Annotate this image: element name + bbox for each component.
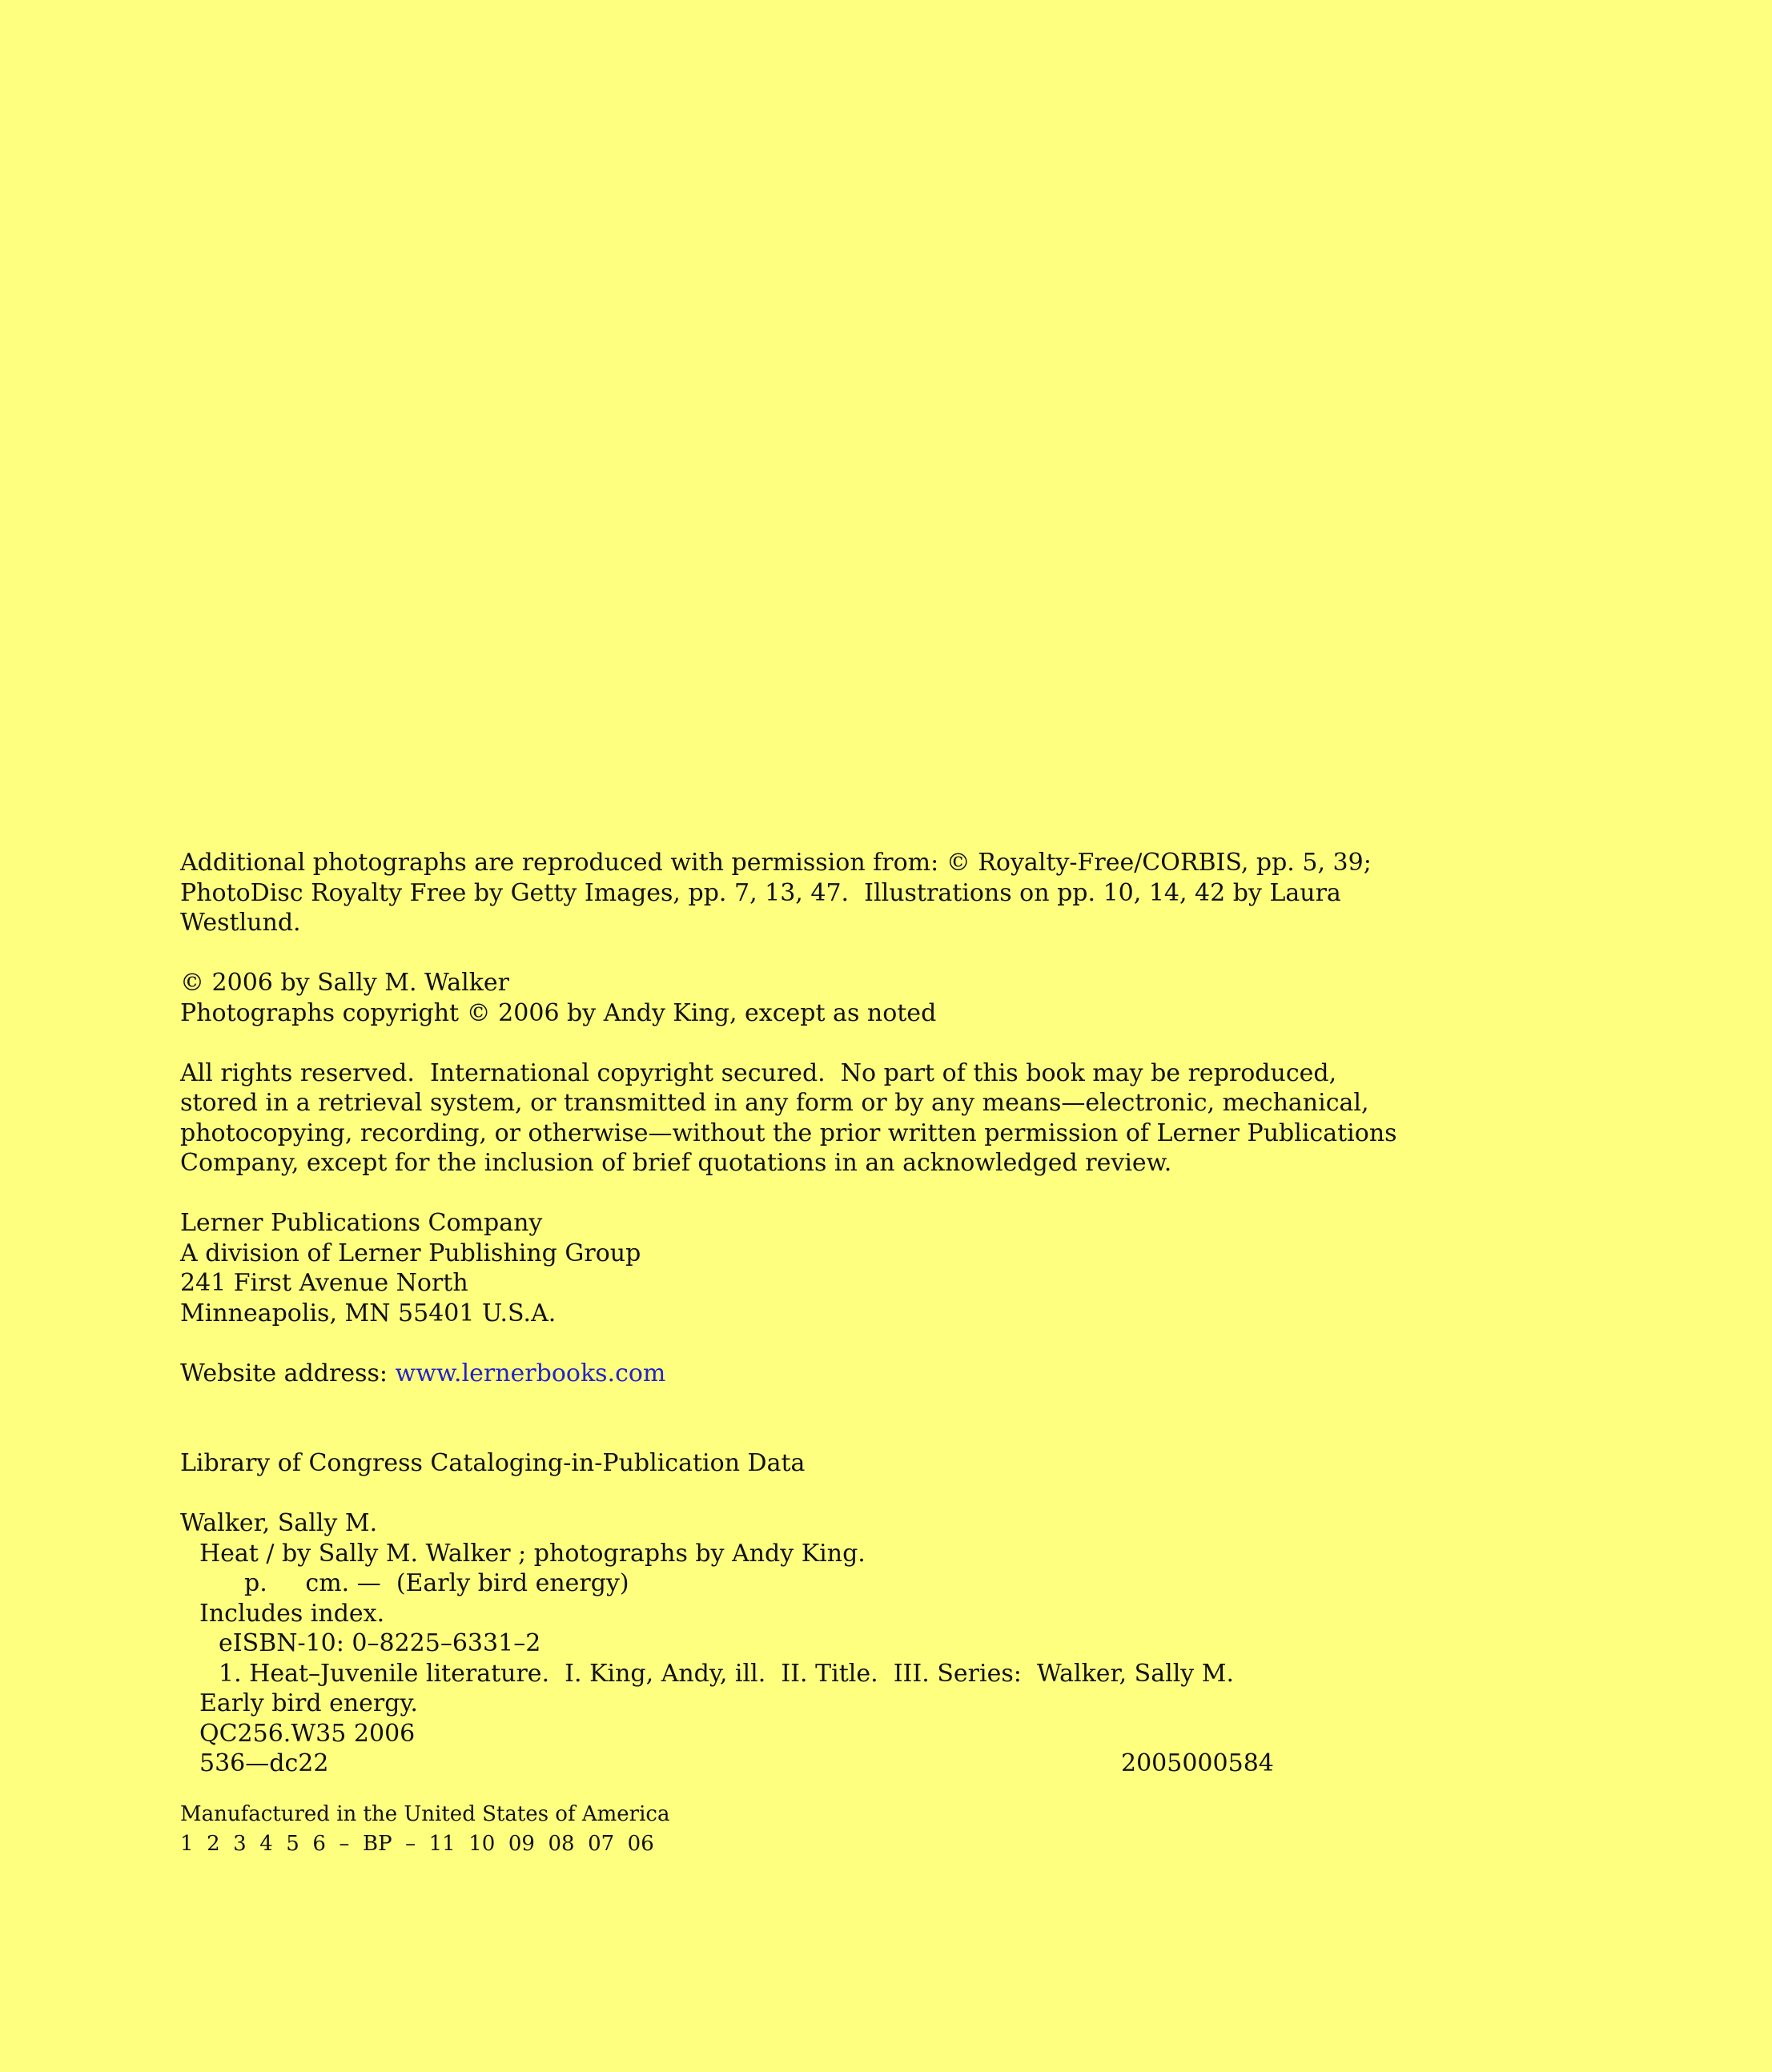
photo-copyright-line: Photographs copyright © 2006 by Andy King, except as noted [180,998,937,1027]
rights-statement [180,1058,1702,1179]
cip-index-line: Includes index. [199,1599,385,1628]
cip-dewey-row [180,1749,1702,1779]
cip-lccn: 2005000584 [1121,1749,1274,1777]
rights-line: photocopying, recording, or otherwise—without the prior written permission of Lerner Publications [180,1118,1397,1147]
publisher-city: Minneapolis, MN 55401 U.S.A. [180,1299,557,1327]
cip-dewey: 536—dc22 [199,1749,329,1777]
cip-isbn-line: eISBN-10: 0–8225–6331–2 [219,1629,541,1657]
cip-lc-call-number: QC256.W35 2006 [199,1719,416,1748]
publisher-name: Lerner Publications Company [180,1209,543,1237]
website-label: Website address: [180,1359,396,1387]
photo-credits-line: PhotoDisc Royalty Free by Getty Images, pp. 7, 13, 47. Illustrations on pp. 10, 14, 42 by Laura [180,878,1341,907]
cip-title-line: Heat / by Sally M. Walker ; photographs by Andy King. [199,1539,866,1568]
cip-author: Walker, Sally M. [180,1509,378,1537]
photo-credits-line: Additional photographs are reproduced with permission from: © Royalty-Free/CORBIS, pp. 5, 39; [180,849,1372,877]
cip-subjects-line: 1. Heat–Juvenile literature. I. King, Andy, ill. II. Title. III. Series: Walker, Sally M. [219,1659,1235,1688]
publisher-division: A division of Lerner Publishing Group [180,1239,641,1267]
copyright-page [180,848,1702,1860]
publisher-street: 241 First Avenue North [180,1269,468,1297]
copyright-notice [180,968,1702,1028]
cip-series-line: Early bird energy. [199,1689,418,1717]
manufacturing-info [180,1800,1702,1860]
rights-line: All rights reserved. International copyright secured. No part of this book may be reproduced, [180,1058,1337,1087]
photo-credits [180,848,1702,938]
photo-credits-line: Westlund. [180,909,301,937]
rights-line: Company, except for the inclusion of brief quotations in an acknowledged review. [180,1149,1172,1177]
cip-heading: Library of Congress Cataloging-in-Publication Data [180,1449,806,1477]
rights-line: stored in a retrieval system, or transmitted in any form or by any means—electronic, mechanical, [180,1089,1369,1117]
cip-physical-line: p. cm. — (Early bird energy) [244,1569,629,1597]
website-address [180,1359,1702,1389]
manufacturing-country: Manufactured in the United States of America [180,1801,670,1826]
website-link[interactable]: www.lernerbooks.com [395,1359,666,1387]
publisher-address [180,1208,1702,1328]
text-copyright-line: © 2006 by Sally M. Walker [180,969,509,997]
cip-data [180,1448,1702,1779]
printing-line: 1 2 3 4 5 6 – BP – 11 10 09 08 07 06 [180,1832,654,1856]
